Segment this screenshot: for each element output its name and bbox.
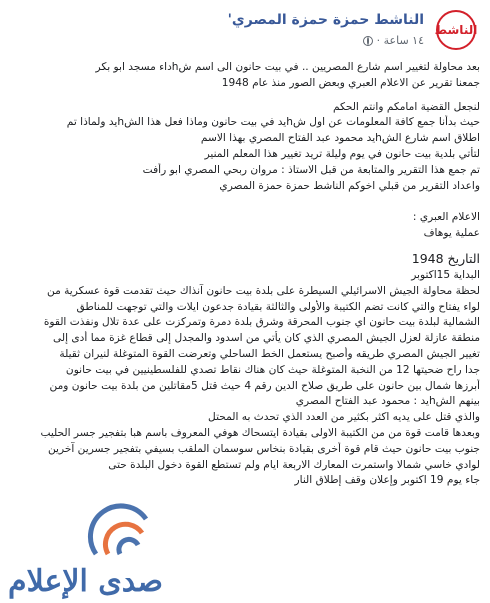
post-line: أبرزها شمال بين حانون على طريق صلاح الدين رقم 4 حيث قتل 5مقاتلين من بلدة بيت حانون ومن <box>49 379 480 392</box>
post-line: لتأتي بلدية بيت حانون في يوم وليلة تريد تغيير هذا المعلم المنير <box>204 147 480 160</box>
avatar-logo-text: الناشط <box>434 23 478 37</box>
post-line: جنوب بيت حانون حيث قام قوة أخرى بقيادة بنخاس سوسمان الملقب بسيفي بتفجير جسرين آخرين <box>47 442 480 455</box>
post-line: لنجعل القضية امامكم وانتم الحكم <box>332 100 480 113</box>
post-line: واعداد التقرير من قبلي اخوكم الناشط حمزة حمزة المصري <box>219 179 480 192</box>
post-line: جاء يوم 19 اكتوبر وإعلان وقف إطلاق النار <box>294 474 480 487</box>
watermark-logo <box>6 504 176 599</box>
post-start: البداية 15اكتوبر <box>411 268 480 281</box>
post-meta <box>363 34 424 47</box>
post-line: تغيير الجيش المصري طريقه وأصبح يستعمل الخط الساحلي وتعرضت القوة المتوغلة لنيران ثقيلة <box>59 347 480 360</box>
post-line: بعد محاولة لتغيير اسم شارع المصريين .. في بيت حانون الى اسم شhداء مسجد ابو بكر <box>95 61 480 73</box>
post-line: عملية يوهاف <box>423 227 480 240</box>
post-line: لوادي خاسي شمالا واستمرت المعارك الاربعة ايام ولم تستطع القوة دخول البلدة حتى <box>108 458 480 471</box>
post-line: جمعنا تقرير عن الاعلام العبري وبعض الصور منذ عام 1948 <box>221 76 480 89</box>
page-avatar[interactable] <box>436 10 476 50</box>
post-body <box>8 60 480 489</box>
post-line: والذي قتل على يديه اكثر بكثير من العدد الذي تحدث به المحتل <box>208 411 480 424</box>
post-line: بينهم الشhيد : محمود عبد الفتاح المصري <box>295 395 480 408</box>
post-line: وبعدها قامت قوة من من الكتيبة الاولى بقيادة ايتسحاك هوفي المعروف باسم هبا بتفجير جسر الحليب <box>40 426 480 439</box>
post-line: لواء يفتاح والتي كانت تضم الكتيبة والأولى والثالثة بقيادة جدعون ايلات والتي توجهت للمناطق <box>76 300 480 313</box>
post-line: الشمالية لبلدة بيت حانون اي جنوب المحرقة وشرق بلدة دمرة وتمركزت على عدة تلال ونفذت القوة <box>43 316 480 329</box>
author-name[interactable]: الناشط حمزة حمزة المصري' <box>227 12 424 28</box>
post-header <box>0 0 490 58</box>
post-line: جدا راح ضحيتها 12 من النخبة المتوغلة حيث كان هناك نقاط تصدي للفلسطينيين في بيت حانون <box>65 363 480 376</box>
post-date: التاريخ 1948 <box>411 250 480 266</box>
post-time[interactable]: ١٤ ساعة · <box>376 34 424 47</box>
signal-waves-icon <box>76 499 166 559</box>
globe-icon <box>363 36 373 46</box>
post-line: لحظة محاولة الجيش الاسرائيلي السيطرة على بلدة بيت حانون آنذاك حيث تقدمت قوة عسكرية من <box>47 284 480 297</box>
post-line: حيث بدأنا جمع كافة المعلومات عن اول شhيد في بيت حانون وماذا فعل هذا الشhيد ولماذا تم <box>66 116 480 129</box>
post-line: تم جمع هذا التقرير والمتابعة من قبل الاستاذ : مروان ربحي المصري ابو رأفت <box>142 163 480 176</box>
post-line: منطقة عازلة لعزل الجيش المصري الذي كان يأتي من اسدود والمجدل إلى قطاع غزة مما أدى إلى <box>53 332 480 345</box>
post-line: اطلاق اسم شارع الشhيد محمود عبد الفتاح المصري بهذا الاسم <box>200 132 480 145</box>
watermark-text: صدى الإعلام <box>8 564 163 599</box>
post-line: الاعلام العبري : <box>412 211 480 224</box>
